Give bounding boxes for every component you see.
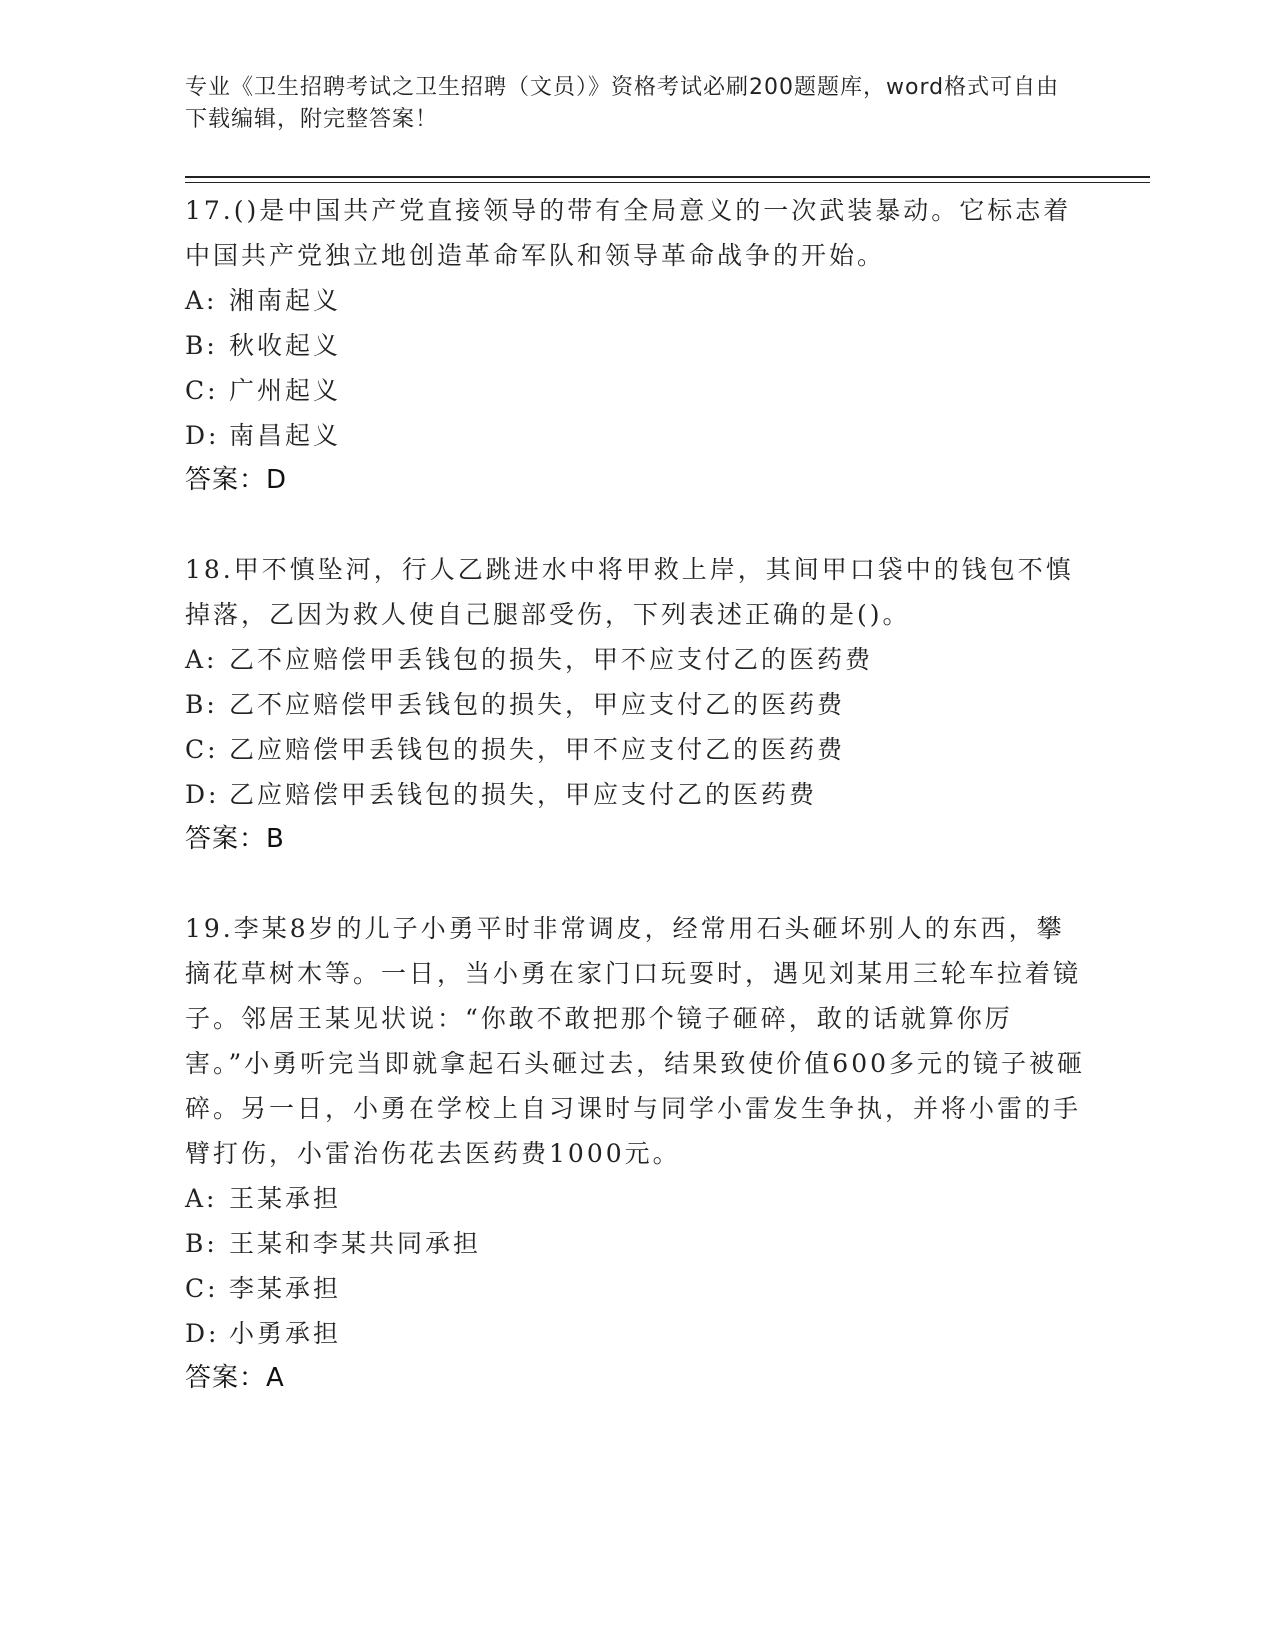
option-text: 乙不应赔偿甲丢钱包的损失，甲不应支付乙的医药费 [229, 645, 874, 674]
option-d [185, 1311, 1085, 1356]
option-key: A: [185, 286, 218, 315]
question-spacer [185, 862, 1085, 906]
option-key: A: [185, 645, 218, 674]
page-header: 专业《卫生招聘考试之卫生招聘（文员）》资格考试必刷200题题库，word格式可自由下载编辑，附完整答案！ [185, 75, 1060, 132]
option-key: A: [185, 1184, 218, 1213]
option-b [185, 682, 1085, 727]
option-c [185, 1266, 1085, 1311]
option-text: 广州起义 [229, 376, 342, 405]
option-c [185, 727, 1085, 772]
question-18 [185, 547, 1085, 862]
option-text: 小勇承担 [229, 1319, 342, 1348]
header-divider-thin [185, 182, 1150, 183]
question-stem: 18.甲不慎坠河，行人乙跳进水中将甲救上岸，其间甲口袋中的钱包不慎掉落，乙因为救人使自己腿部受伤，下列表述正确的是()。 [185, 555, 1074, 629]
question-spacer [185, 503, 1085, 547]
option-b [185, 323, 1085, 368]
option-text: 王某承担 [229, 1184, 342, 1213]
answer-line: 答案：A [185, 1363, 285, 1393]
option-d [185, 772, 1085, 817]
option-text: 秋收起义 [229, 331, 342, 360]
option-d [185, 413, 1085, 458]
option-key: C: [185, 735, 219, 764]
option-text: 王某和李某共同承担 [229, 1229, 482, 1258]
option-key: B: [185, 331, 218, 360]
option-text: 乙不应赔偿甲丢钱包的损失，甲应支付乙的医药费 [229, 690, 846, 719]
option-a [185, 278, 1085, 323]
option-a [185, 637, 1085, 682]
option-a [185, 1176, 1085, 1221]
question-17 [185, 188, 1085, 503]
option-key: B: [185, 1229, 218, 1258]
option-key: D: [185, 1319, 220, 1348]
option-key: C: [185, 376, 219, 405]
option-text: 李某承担 [229, 1274, 342, 1303]
option-text: 湘南起义 [229, 286, 342, 315]
option-b [185, 1221, 1085, 1266]
option-text: 乙应赔偿甲丢钱包的损失，甲应支付乙的医药费 [229, 780, 818, 809]
option-key: D: [185, 780, 220, 809]
answer-line: 答案：B [185, 824, 285, 854]
answer-line: 答案：D [185, 465, 288, 495]
option-key: D: [185, 421, 220, 450]
option-text: 南昌起义 [229, 421, 342, 450]
header-divider-thick [185, 176, 1150, 178]
option-text: 乙应赔偿甲丢钱包的损失，甲不应支付乙的医药费 [229, 735, 846, 764]
question-19 [185, 906, 1085, 1401]
question-stem: 19.李某8岁的儿子小勇平时非常调皮，经常用石头砸坏别人的东西，攀摘花草树木等。一日，当小勇在家门口玩耍时，遇见刘某用三轮车拉着镜子。邻居王某见状说：“你敢不敢把那个镜子砸碎，敢的话就算你厉害。”小勇听完当即就拿起石头砸过去，结果致使价值600多元的镜子被砸碎。另一日，小勇在学校上自习课时与同学小雷发生争执，并将小雷的手臂打伤，小雷治伤花去医药费1000元。 [185, 914, 1086, 1168]
option-key: B: [185, 690, 218, 719]
option-key: C: [185, 1274, 219, 1303]
question-list [185, 188, 1085, 1401]
question-stem: 17.()是中国共产党直接领导的带有全局意义的一次武装暴动。它标志着中国共产党独立地创造革命军队和领导革命战争的开始。 [185, 196, 1072, 270]
option-c [185, 368, 1085, 413]
